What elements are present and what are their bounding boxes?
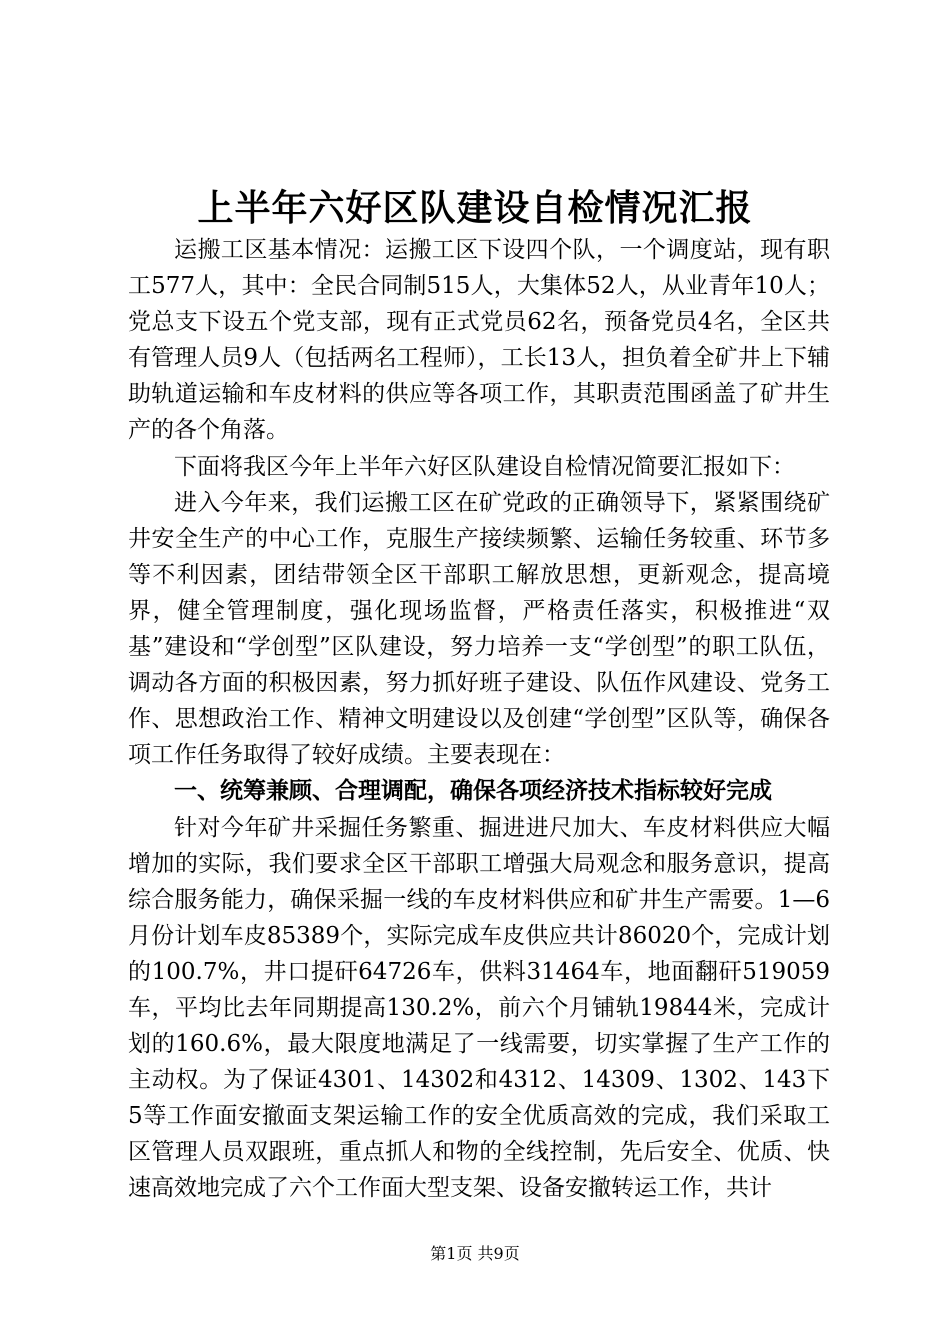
paragraph-basic-situation: 运搬工区基本情况：运搬工区下设四个队，一个调度站，现有职工577人，其中：全民合同制515人，大集体52人，从业青年10人；党总支下设五个党支部，现有正式党员62名，预备党员4名，全区共有管理人员9人（包括两名工程师），工长13人，担负着全矿井上下辅助轨道运输和车皮材料的供应等各项工作，其职责范围函盖了矿井生产的各个角落。	[128, 237, 830, 444]
paragraph-section-1-details: 针对今年矿井采掘任务繁重、掘进进尺加大、车皮材料供应大幅增加的实际，我们要求全区干部职工增强大局观念和服务意识，提高综合服务能力，确保采掘一线的车皮材料供应和矿井生产需要。1—6月份计划车皮85389个，实际完成车皮供应共计86020个，完成计划的100.7%，井口提矸64726车，供料31464车，地面翻矸519059车，平均比去年同期提高130.2%，前六个月铺轨19844米，完成计划的160.6%，最大限度地满足了一线需要，切实掌握了生产工作的主动权。为了保证4301、14302和4312、14309、1302、143下5等工作面安撤面支架运输工作的安全优质高效的完成，我们采取工区管理人员双跟班，重点抓人和物的全线控制，先后安全、优质、快速高效地完成了六个工作面大型支架、设备安撤转运工作，共计	[128, 814, 830, 1202]
document-title: 上半年六好区队建设自检情况汇报	[197, 188, 753, 229]
paragraph-report-intro: 下面将我区今年上半年六好区队建设自检情况简要汇报如下：	[174, 453, 795, 480]
page-footer: 第1页 共9页	[430, 1244, 520, 1263]
document-body	[128, 232, 830, 1207]
section-heading-1: 一、统筹兼顾、合理调配，确保各项经济技术指标较好完成	[174, 778, 772, 805]
paragraph-overview: 进入今年来，我们运搬工区在矿党政的正确领导下，紧紧围绕矿井安全生产的中心工作，克服生产接续频繁、运输任务较重、环节多等不利因素，团结带领全区干部职工解放思想，更新观念，提高境界，健全管理制度，强化现场监督，严格责任落实，积极推进“双基”建设和“学创型”区队建设，努力培养一支“学创型”的职工队伍，调动各方面的积极因素，努力抓好班子建设、队伍作风建设、党务工作、思想政治工作、精神文明建设以及创建“学创型”区队等，确保各项工作任务取得了较好成绩。主要表现在：	[128, 489, 830, 769]
